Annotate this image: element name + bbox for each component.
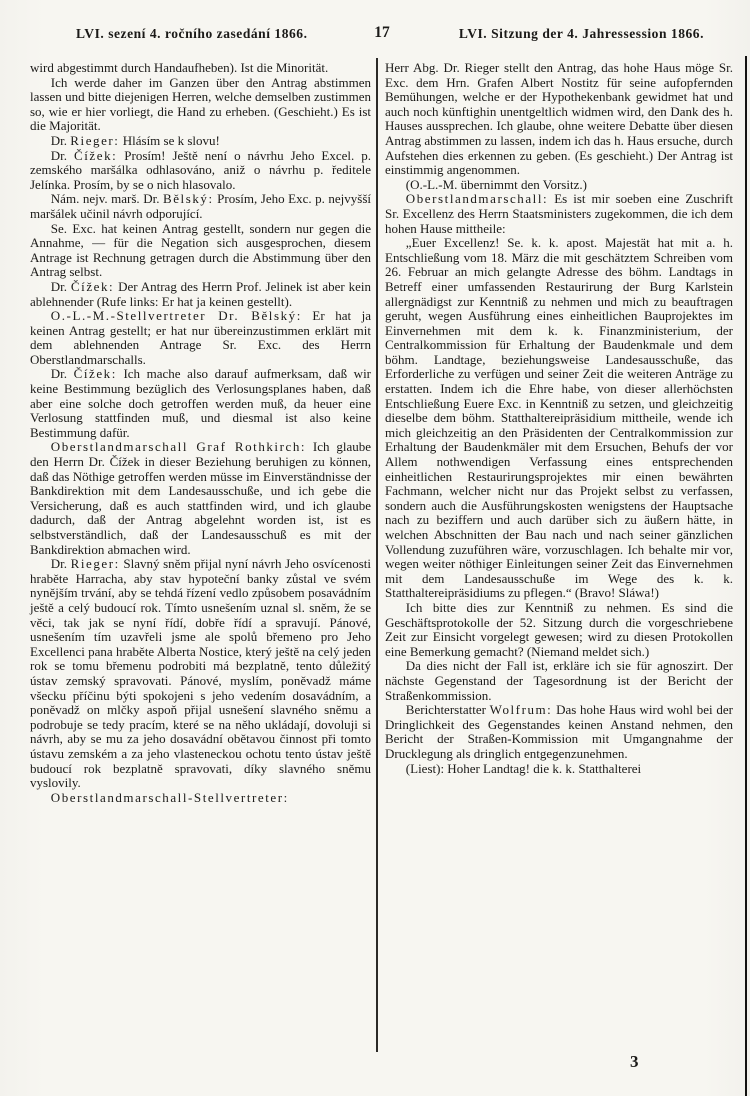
- speaker-name: Čížek:: [74, 147, 118, 163]
- right-text-column: [385, 61, 733, 776]
- text-run: Se. Exc. hat keinen Antrag gestellt, sondern nur gegen die Annahme, — für die Negation sich ausgesprochen, diesem Antrage ist Rechnung getragen durch die Abstimmung über den Antrag selbst.: [30, 220, 371, 280]
- text-run: Nám. nejv. marš. Dr.: [50, 191, 163, 207]
- text-run: Dr.: [50, 556, 71, 572]
- text-run: (Liest): Hoher Landtag! die k. k. Statthalterei: [405, 760, 642, 776]
- scan-edge-artifact: [745, 56, 748, 1096]
- paragraph: [30, 309, 371, 367]
- text-run: Ich bitte dies zur Kenntniß zu nehmen. Es sind die Geschäftsprotokolle der 52. Sitzung durch die vorgeschriebene Zeit zur Einsicht vorgelegt gewesen; wird zu diesen Protokollen eine Bemerkung gemacht? (Niemand meldet sich.): [385, 599, 733, 659]
- speaker-name: Čížek:: [73, 366, 117, 382]
- text-run: Da dies nicht der Fall ist, erkläre ich sie für agnoszirt. Der nächste Gegenstand der Tagesordnung ist der Bericht der Straßenkommission.: [385, 658, 733, 703]
- header-title-czech: LVI. sezení 4. ročního zasedání 1866.: [76, 26, 308, 41]
- column-divider-rule: [376, 58, 378, 1052]
- text-run: Dr.: [50, 278, 71, 294]
- paragraph: [30, 192, 371, 221]
- paragraph: [30, 280, 371, 309]
- speaker-name: Čížek:: [70, 278, 115, 294]
- text-run: Hlásím se k slovu!: [119, 132, 220, 148]
- text-run: Prosím, Jeho Exc. p. nejvyšší maršálek učinil návrh odporující.: [30, 191, 372, 221]
- page-header: [0, 24, 750, 46]
- paragraph: [30, 791, 371, 806]
- paragraph: [385, 601, 733, 659]
- text-run: Dr.: [50, 366, 74, 382]
- footer-sheet-number: 3: [630, 1052, 639, 1071]
- speaker-name: Oberstlandmarschall Graf Rothkirch:: [50, 439, 307, 455]
- paragraph: [30, 149, 371, 193]
- speaker-name: O.-L.-M.-Stellvertreter Dr. Bělský:: [50, 308, 302, 324]
- paragraph: [385, 659, 733, 703]
- paragraph: [30, 367, 371, 440]
- text-run: (O.-L.-M. übernimmt den Vorsitz.): [405, 176, 587, 192]
- text-run: Berichterstatter: [405, 702, 490, 718]
- text-run: Slavný sněm přijal nyní návrh Jeho osvícenosti hraběte Harracha, aby stav hypoteční banky zůstal ve svém nynějším trvání, aby se tehdá řízení vedlo způsobem posavádním ještě a celý budoucí rok. Tímto usnešením uznal sl. sněm, že se věci, tak jak se nyní řídí, dobře řídí a spravují. Pánové, usnešením tím uzavřeli jsme ale spolů břemeno pro Jeho Excellenci pana hraběte Alberta Nostice, který ještě na celý jeden rok se tomu břemenu podrobiti má bezplatně, tento důležitý ústav zemský spravovati. Pánové, myslím, poněvadž máme všecku příčinu býti spokojeni s jeho vedením dosavádním, a poněvadž on mlčky aspoň přijal usnešení slavného sněmu a podrobuje se tedy pracím, které se na něho ukládají, dovoluji si návrh, aby se mu za jeho dosavádní obětavou činnost při tomto ústavu zemském a za jeho vlasteneckou ochotu tento ústav ještě budoucí rok bezplatně spravovati, díky slavného sněmu vyslovily.: [30, 556, 371, 791]
- text-run: Dr.: [50, 132, 71, 148]
- speaker-name: Bělský:: [162, 191, 214, 207]
- text-run: Der Antrag des Herrn Prof. Jelinek ist aber kein ablehnender (Rufe links: Er hat ja keinen gestellt).: [30, 278, 372, 309]
- text-run: Das hohe Haus wird wohl bei der Dringlichkeit des Gegenstandes keinen Anstand nehmen, den Bericht der Straßen-Kommission mit Umgangnahme der Drucklegung als dringlich entgegenzunehmen.: [385, 702, 733, 761]
- paragraph: [385, 236, 733, 601]
- speaker-name: Oberstlandmarschall:: [405, 191, 549, 207]
- text-run: Dr.: [50, 147, 75, 163]
- text-run: Ich werde daher im Ganzen über den Antrag abstimmen lassen und bitte diejenigen Herren, welche demselben zustimmen so, wie er hier vorliegt, die Hand zu erheben. (Geschieht.) Es ist die Majorität.: [30, 74, 371, 134]
- speaker-name: Rieger:: [70, 132, 120, 148]
- paragraph: [385, 703, 733, 761]
- speaker-name: Wolfrum:: [489, 702, 553, 718]
- paragraph: [30, 557, 371, 791]
- paragraph: [30, 440, 371, 557]
- text-run: „Euer Excellenz! Se. k. k. apost. Majestät hat mit a. h. Entschließung vom 18. März die mit geschätztem Schreiben vom 26. Februar an mich gelangte Adresse des böhm. Landtags in Betreff einer umfassenden Restaurirung der Burg Karlstein allergnädigst zur Kenntniß zu nehmen und mich zu beauftragen geruht, wegen Ausführung eines einheitlichen Bauprojektes im Einvernehmen mit dem k. k. Finanzministerium, der Centralkommission für Erhaltung der Baudenkmale und dem böhm. Landtage, beziehungsweise Landesausschuße, das Erforderliche zu verfügen und seiner Zeit die weiteren Anträge zu erstatten. Indem ich die Ehre habe, von dieser allerhöchsten Entschließung Euere Exc. in Kenntniß zu setzen, und gleichzeitig dieselbe dem böhm. Statthaltereipräsidium mittheile, wende ich mich gleichzeitig an den Präsidenten der Centralkommission zur Erhaltung der Baudenkmäler mit dem Ersuchen, Behufs der vor Allem nothwendigen Verfassung eines entsprechenden einheitlichen Restaurirungsprojektes mir einen bewährten Fachmann, welcher nicht nur das Projekt selbst zu verfassen, sondern auch die Ausführungskosten wenigstens der Hauptsache nach zu beziffern und auch darüber sich zu äußern hätte, in welchen Abschnitten der Bau nach und nach seiner gänzlichen Vollendung zuzuführen wäre, vorzuschlagen. Ich behalte mir vor, wegen weiter nöthiger Einleitungen seiner Zeit das Einvernehmen mit dem Landesausschuße im Wege des k. k. Statthaltereipräsidiums zu pflegen.“ (Bravo! Sláwa!): [385, 235, 733, 601]
- text-run: Prosím! Ještě není o návrhu Jeho Excel. p. zemského maršálka odhlasováno, aniž o návrhu p. ředitele Jelínka. Prosím, by se o nich hlasovalo.: [30, 147, 372, 192]
- page-number-top: 17: [374, 24, 390, 41]
- speaker-name: Rieger:: [70, 556, 120, 572]
- text-run: Er hat ja keinen Antrag gestellt; er hat nur übereinzustimmen erklärt mit dem ablehnenden Antrage Sr. Exc. des Herrn Oberstlandmarschalls.: [30, 308, 371, 367]
- paragraph: [30, 76, 371, 134]
- text-run: wird abgestimmt durch Handaufheben). Ist die Minorität.: [30, 60, 329, 75]
- text-run: Ich glaube den Herrn Dr. Čížek in dieser Beziehung beruhigen zu können, daß das Nöthige getroffen werden müsse im Einverständnisse der Bankdirektion mit dem Landesausschuße, und ich gebe die Versicherung, daß es auch stattfinden wird, und ich glaube dadurch, daß der Antrag abgelehnt worden ist, ist es selbstverständlich, daß der Landesausschuß es mit der Bankdirektion abmachen wird.: [30, 439, 371, 557]
- speaker-name: Oberstlandmarschall-Stellvertreter:: [50, 789, 289, 805]
- paragraph: [385, 762, 733, 777]
- paragraph: [385, 192, 733, 236]
- text-run: Es ist mir soeben eine Zuschrift Sr. Excellenz des Herrn Staatsministers zugekommen, die ich dem hohen Hause mittheile:: [385, 191, 733, 236]
- header-title-german: LVI. Sitzung der 4. Jahressession 1866.: [458, 26, 704, 41]
- text-run: Ich mache also darauf aufmerksam, daß wir keine Bestimmung bezüglich des Verlosungsplanes haben, daß aber eine solche doch getroffen werden muß, da heuer eine Verlosung stattfinden muß, und diesmal ist also keine Bestimmung dafür.: [30, 366, 372, 440]
- left-text-column: [30, 61, 371, 805]
- paragraph: [30, 61, 371, 76]
- paragraph: [385, 178, 733, 193]
- text-run: Herr Abg. Dr. Rieger stellt den Antrag, das hohe Haus möge Sr. Exc. dem Hrn. Grafen Albert Nostitz für seine aufopfernden Bemühungen, welche er der Hypothekenbank gewidmet hat und auch noch künftighin unentgeltlich widmen wird, den Dank des h. Hauses aussprechen. Ich glaube, ohne weitere Debatte über diesen Antrag abstimmen zu lassen, indem ich das h. Haus ersuche, durch Aufstehen dies erkennen zu geben. (Es geschieht.) Der Antrag ist einstimmig angenommen.: [385, 60, 733, 178]
- paragraph: [30, 134, 371, 149]
- paragraph: [30, 222, 371, 280]
- paragraph: [385, 61, 733, 178]
